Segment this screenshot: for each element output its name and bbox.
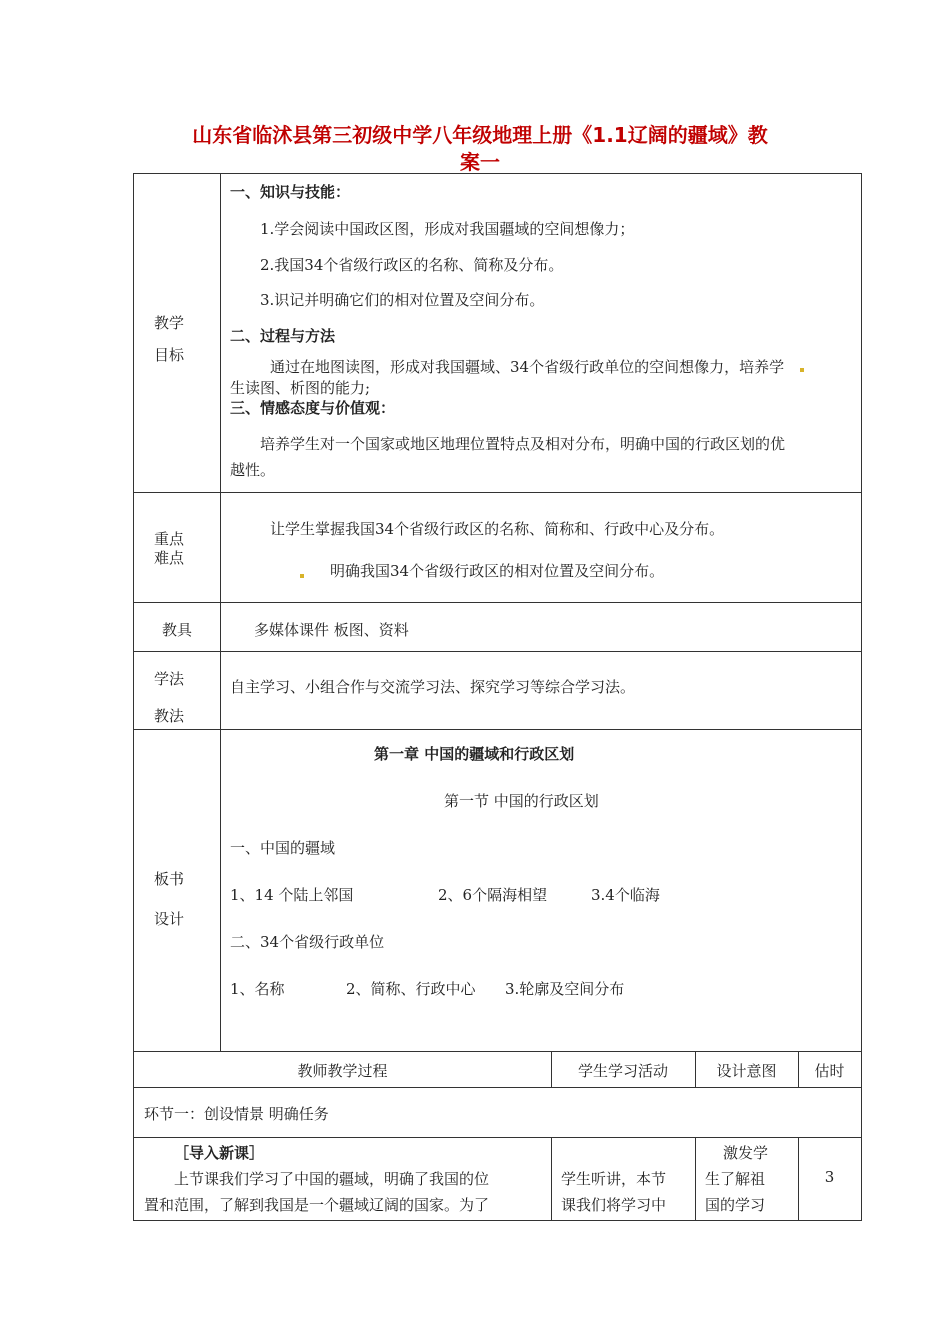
key-points-label-1: 重点 bbox=[154, 530, 185, 548]
row-divider bbox=[134, 1051, 861, 1052]
column-divider bbox=[695, 1137, 696, 1221]
row-divider bbox=[134, 651, 861, 652]
board-item-2c: 3.轮廓及空间分布 bbox=[505, 980, 625, 998]
title-line-2: 案一 bbox=[460, 150, 500, 174]
decorative-dot bbox=[300, 574, 304, 578]
board-item-2b: 2、简称、行政中心 bbox=[346, 980, 476, 998]
board-label-2: 设计 bbox=[154, 910, 185, 928]
intro-line-2: 置和范围，了解到我国是一个疆域辽阔的国家。为了 bbox=[144, 1196, 490, 1214]
intro-line-1: 上节课我们学习了中国的疆域，明确了我国的位 bbox=[174, 1170, 490, 1188]
header-design-intent: 设计意图 bbox=[716, 1062, 777, 1080]
goals-heading-process: 二、过程与方法 bbox=[230, 327, 336, 345]
board-subheading-1: 一、中国的疆域 bbox=[230, 839, 336, 857]
goals-heading-knowledge: 一、知识与技能： bbox=[230, 183, 351, 201]
board-label-1: 板书 bbox=[154, 870, 185, 888]
goals-process-line-1: 通过在地图读图，形成对我国疆域、34个省级行政单位的空间想像力，培养学 bbox=[270, 358, 785, 376]
methods-text: 自主学习、小组合作与交流学习法、探究学习等综合学习法。 bbox=[230, 678, 636, 696]
board-subheading-2: 二、34个省级行政单位 bbox=[230, 933, 385, 951]
key-point-1: 让学生掌握我国34个省级行政区的名称、简称和、行政中心及分布。 bbox=[270, 520, 725, 538]
intro-time: 3 bbox=[824, 1168, 835, 1186]
board-chapter: 第一章 中国的疆域和行政区划 bbox=[374, 745, 575, 763]
header-student-activity: 学生学习活动 bbox=[577, 1062, 668, 1080]
intro-intent-line-3: 国的学习 bbox=[705, 1196, 766, 1214]
goals-label-2: 目标 bbox=[154, 346, 185, 364]
column-divider bbox=[220, 174, 221, 1051]
header-time-estimate: 估时 bbox=[814, 1062, 845, 1080]
row-divider bbox=[134, 1087, 861, 1088]
intro-student-line-2: 课我们将学习中 bbox=[561, 1196, 667, 1214]
goals-knowledge-3: 3.识记并明确它们的相对位置及空间分布。 bbox=[260, 291, 545, 309]
goals-knowledge-2: 2.我国34个省级行政区的名称、简称及分布。 bbox=[260, 256, 564, 274]
intro-intent-line-2: 生了解祖 bbox=[705, 1170, 766, 1188]
key-points-label-2: 难点 bbox=[154, 549, 185, 567]
key-point-2: 明确我国34个省级行政区的相对位置及空间分布。 bbox=[330, 562, 665, 580]
intro-student-line-1: 学生听讲，本节 bbox=[561, 1170, 667, 1188]
goals-label-1: 教学 bbox=[154, 314, 185, 332]
row-divider bbox=[134, 602, 861, 603]
step-1-title: 环节一：创设情景 明确任务 bbox=[144, 1105, 329, 1123]
row-divider bbox=[134, 1137, 861, 1138]
board-item-1b: 2、6个隔海相望 bbox=[438, 886, 548, 904]
goals-attitude-line-2: 越性。 bbox=[230, 461, 276, 479]
column-divider bbox=[551, 1137, 552, 1221]
board-section: 第一节 中国的行政区划 bbox=[444, 792, 599, 810]
board-item-2a: 1、名称 bbox=[230, 980, 285, 998]
decorative-dot bbox=[800, 368, 804, 372]
tools-label: 教具 bbox=[162, 621, 193, 639]
goals-knowledge-1: 1.学会阅读中国政区图，形成对我国疆域的空间想像力； bbox=[260, 220, 635, 238]
header-teacher-process: 教师教学过程 bbox=[297, 1062, 388, 1080]
title-line-1: 山东省临沭县第三初级中学八年级地理上册《1.1辽阔的疆域》教 bbox=[192, 123, 768, 147]
row-divider bbox=[134, 729, 861, 730]
intro-intent-line-1: 激发学 bbox=[723, 1144, 769, 1162]
goals-heading-attitude: 三、情感态度与价值观： bbox=[230, 399, 396, 417]
document-title bbox=[140, 122, 820, 176]
board-item-1a: 1、14 个陆上邻国 bbox=[230, 886, 354, 904]
intro-heading: ［导入新课］ bbox=[174, 1144, 265, 1162]
goals-process-line-2: 生读图、析图的能力; bbox=[230, 379, 371, 397]
tools-text: 多媒体课件 板图、资料 bbox=[254, 621, 409, 639]
board-item-1c: 3.4个临海 bbox=[591, 886, 660, 904]
methods-label-1: 学法 bbox=[154, 670, 185, 688]
lesson-plan-table bbox=[133, 173, 862, 1221]
goals-attitude-line-1: 培养学生对一个国家或地区地理位置特点及相对分布，明确中国的行政区划的优 bbox=[260, 435, 786, 453]
row-divider bbox=[134, 492, 861, 493]
methods-label-2: 教法 bbox=[154, 707, 185, 725]
